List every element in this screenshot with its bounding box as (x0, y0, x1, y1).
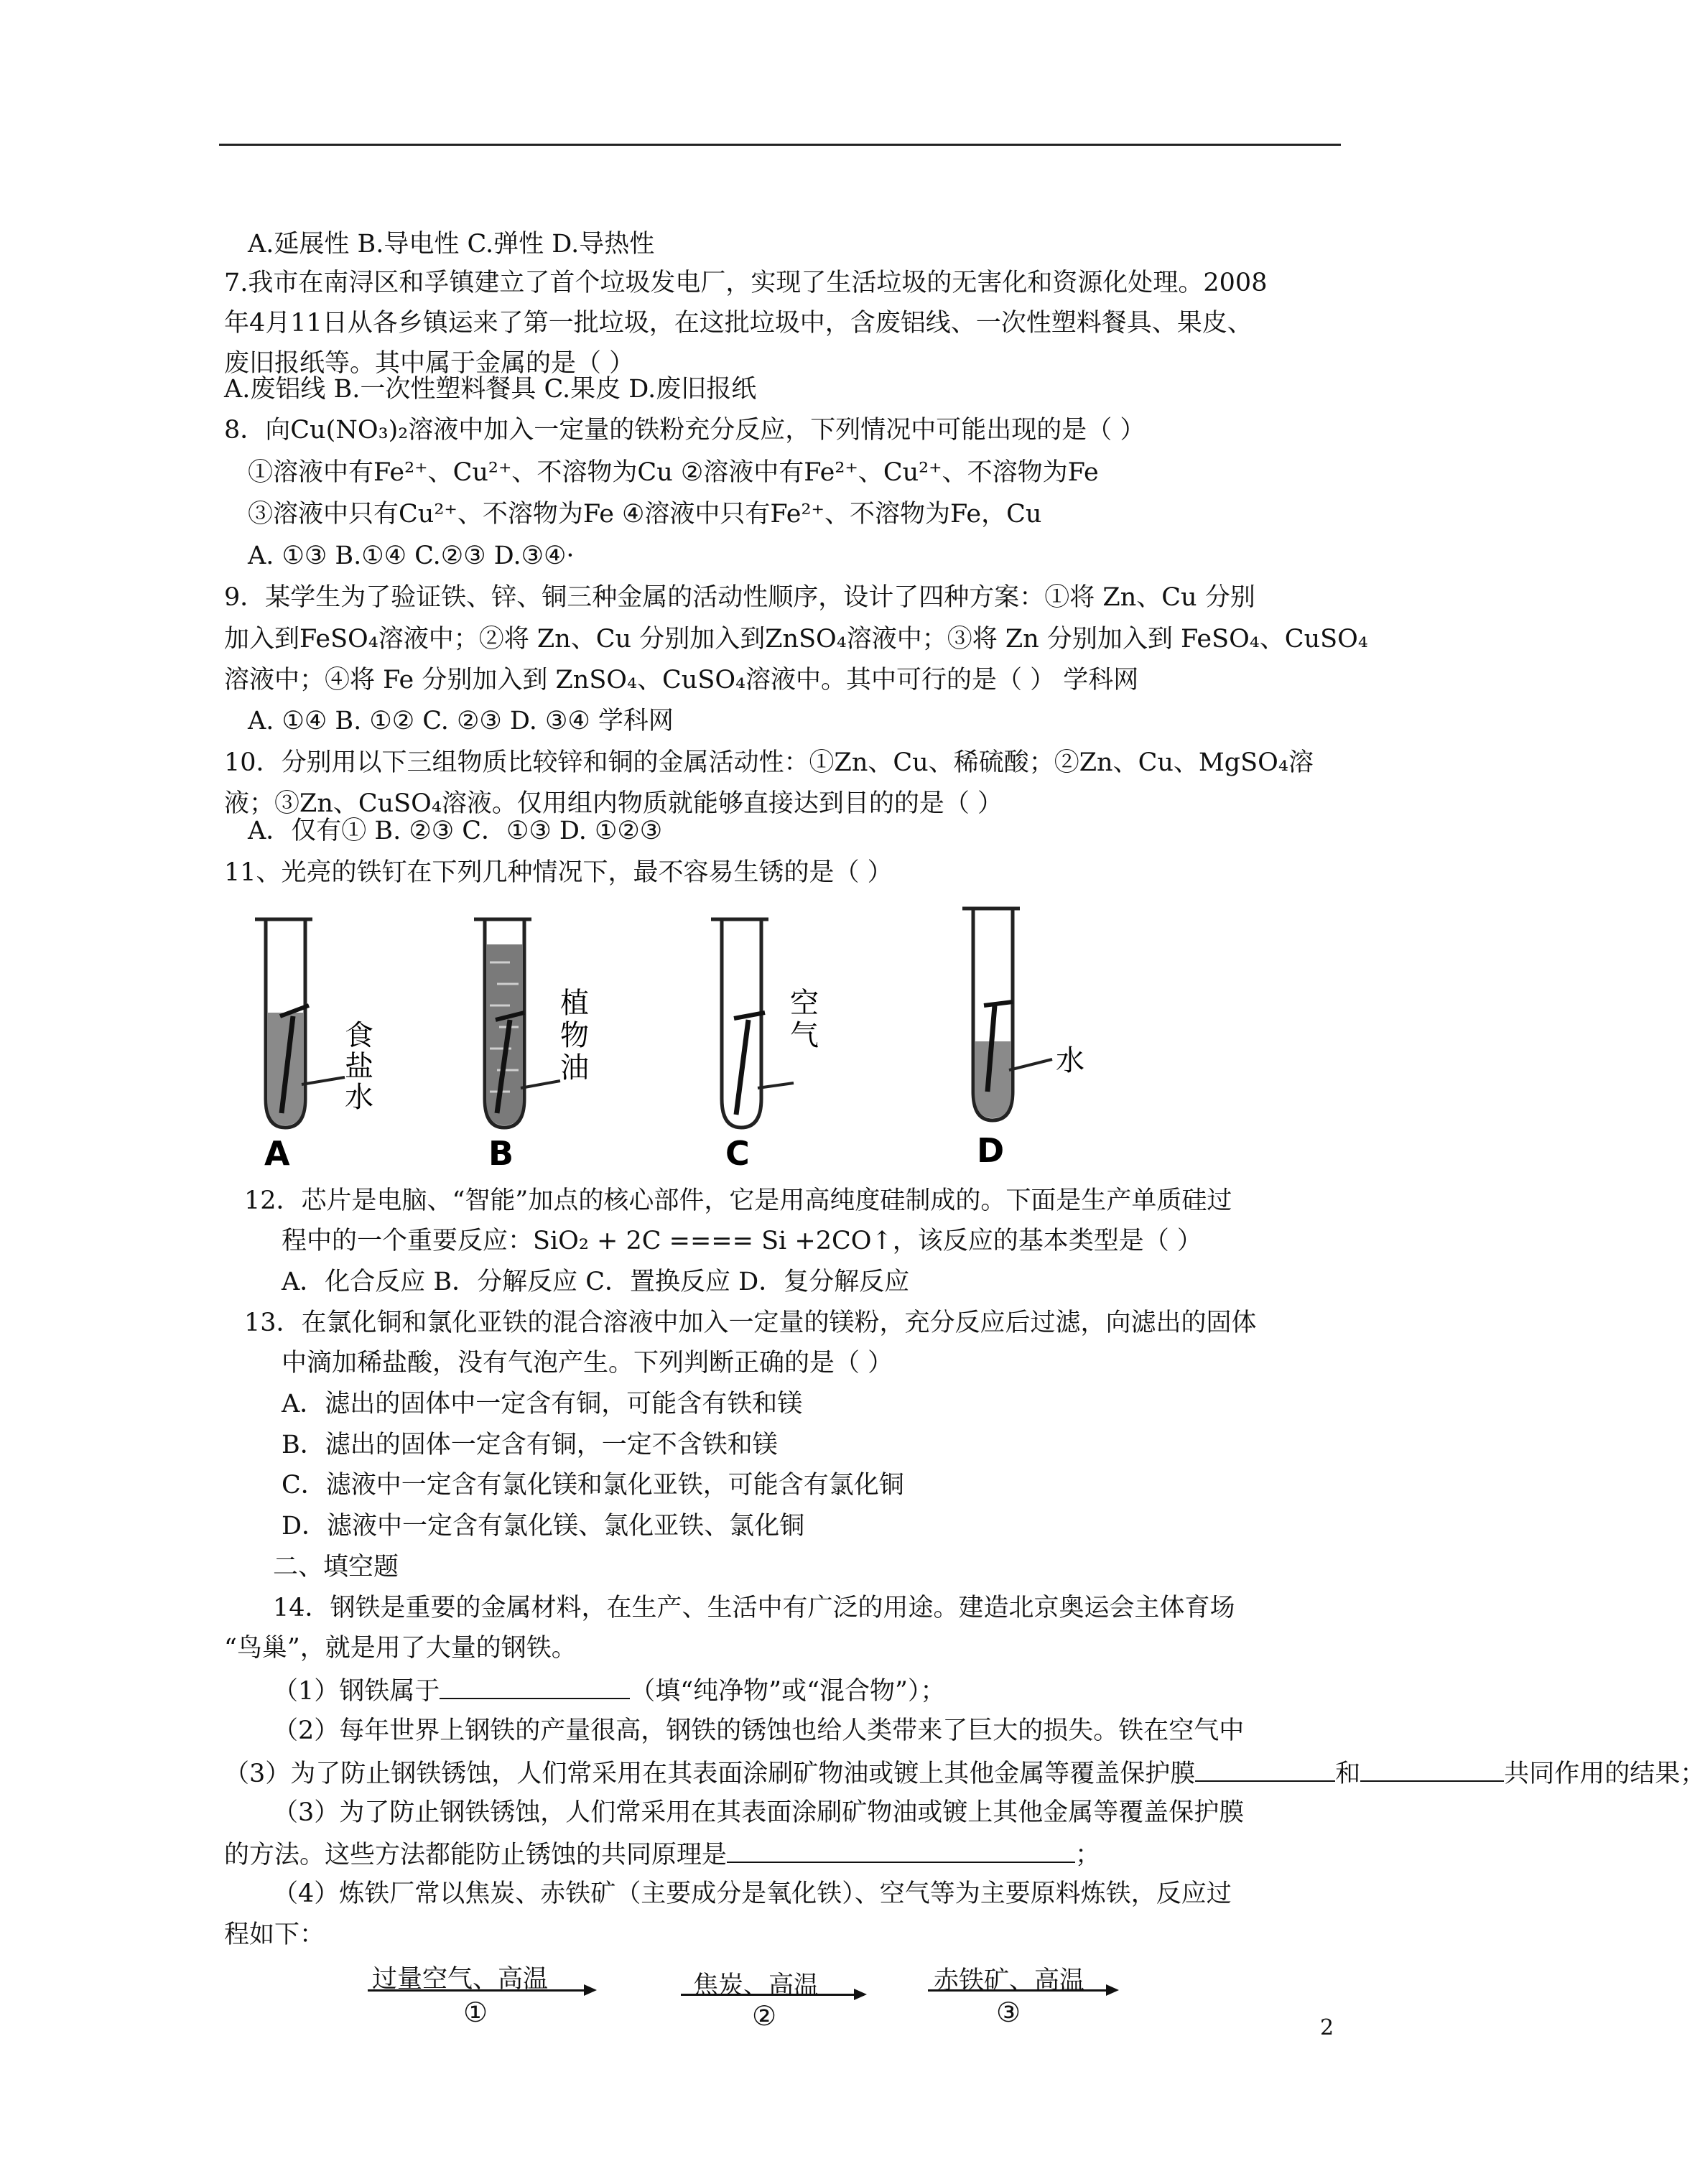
tube-d-label: 水 (1056, 1044, 1084, 1077)
q14-1-post: （填“纯净物”或“混合物”）； (630, 1677, 946, 1706)
text-line: 程中的一个重要反应：SiO₂ + 2C ==== Si +2CO↑，该反应的基本类型是（ ） (282, 1227, 1202, 1255)
text-line: 中滴加稀盐酸，没有气泡产生。下列判断正确的是（ ） (282, 1349, 893, 1377)
text-line: A. ①③ B.①④ C.②③ D.③④· (248, 542, 575, 570)
text-line: A．仅有① B. ②③ C．①③ D. ①②③ (248, 817, 663, 845)
q14-1 (273, 1673, 945, 1707)
text-line: 液；③Zn、CuSO₄溶液。仅用组内物质就能够直接达到目的的是（ ） (224, 789, 1003, 818)
text-line: A.废铝线 B.一次性塑料餐具 C.果皮 D.废旧报纸 (224, 375, 757, 404)
text-line: 8．向Cu(NO₃)₂溶液中加入一定量的铁粉充分反应，下列情况中可能出现的是（ ） (224, 416, 1146, 445)
q14-2-mid: 和 (1335, 1760, 1361, 1788)
text-line: 废旧报纸等。其中属于金属的是（ ） (224, 349, 635, 378)
text-line: 溶液中；④将 Fe 分别加入到 ZnSO₄、CuSO₄溶液中。其中可行的是（ ） 学科网 (224, 666, 1139, 694)
text-line: 14．钢铁是重要的金属材料，在生产、生活中有广泛的用途。建造北京奥运会主体育场 (273, 1594, 1235, 1622)
tube-a (255, 919, 373, 1173)
q14-2-pre: （3）为了防止钢铁锈蚀，人们常采用在其表面涂刷矿物油或镀上其他金属等覆盖保护膜 (224, 1760, 1196, 1788)
tube-a-letter: A (264, 1134, 290, 1173)
flow-step-2-label: 焦炭、高温 (693, 1971, 819, 2000)
header-rule (219, 144, 1341, 146)
q14-3-line2 (224, 1837, 1100, 1871)
text-line: “鸟巢”，就是用了大量的钢铁。 (224, 1634, 577, 1663)
text-line: （4）炼铁厂常以焦炭、赤铁矿（主要成分是氧化铁）、空气等为主要原料炼铁，反应过 (273, 1879, 1232, 1908)
text-line: ③溶液中只有Cu²⁺、不溶物为Fe ④溶液中只有Fe²⁺、不溶物为Fe，Cu (248, 500, 1042, 529)
flow-arrow-3 (928, 1989, 1116, 1992)
text-line: A．滤出的固体中一定含有铜，可能含有铁和镁 (282, 1390, 803, 1418)
q14-1-pre: （1）钢铁属于 (273, 1677, 440, 1706)
q14-2-line1: （2）每年世界上钢铁的产量很高，钢铁的锈蚀也给人类带来了巨大的损失。铁在空气中 (273, 1716, 1245, 1745)
text-line: A.延展性 B.导电性 C.弹性 D.导热性 (248, 230, 655, 259)
text-line: 年4月11日从各乡镇运来了第一批垃圾，在这批垃圾中，含废铝线、一次性塑料餐具、果皮、 (224, 309, 1253, 338)
tube-a-label-1: 食 (345, 1019, 373, 1052)
flow-step-3-number: ③ (996, 1997, 1021, 2028)
text-line: A．化合反应 B．分解反应 C．置换反应 D．复分解反应 (282, 1268, 910, 1296)
flow-arrow-1 (368, 1989, 594, 1992)
text-line: B．滤出的固体一定含有铜，一定不含铁和镁 (282, 1431, 778, 1459)
flow-step-1-label: 过量空气、高温 (372, 1965, 549, 1994)
tube-b-label-3: 油 (560, 1051, 589, 1084)
page-number: 2 (1320, 2015, 1334, 2040)
text-line: 9．某学生为了验证铁、锌、铜三种金属的活动性顺序，设计了四种方案：①将 Zn、Cu 分别 (224, 583, 1255, 612)
flow-arrow-2 (681, 1994, 864, 1996)
text-line: 二、填空题 (273, 1553, 399, 1581)
text-line: 7.我市在南浔区和孚镇建立了首个垃圾发电厂，实现了生活垃圾的无害化和资源化处理。2008 (224, 269, 1268, 297)
tube-c (711, 919, 819, 1173)
tube-a-label-3: 水 (345, 1081, 373, 1114)
text-line: 11、光亮的铁钉在下列几种情况下，最不容易生锈的是（ ） (224, 858, 893, 887)
tube-d-letter: D (977, 1131, 1005, 1170)
text-line: D．滤液中一定含有氯化镁、氯化亚铁、氯化铜 (282, 1512, 805, 1541)
answer-blank[interactable] (1195, 1756, 1335, 1782)
answer-blank[interactable] (440, 1673, 630, 1699)
flow-step-3-label: 赤铁矿、高温 (934, 1966, 1085, 1995)
tube-a-label-2: 盐 (345, 1050, 373, 1083)
tube-c-label-2: 气 (790, 1019, 819, 1052)
tube-b (474, 919, 589, 1173)
test-tube-figure (237, 905, 1171, 1171)
flow-step-2-number: ② (752, 2000, 777, 2032)
answer-blank[interactable] (727, 1837, 1075, 1863)
text-line: 13．在氯化铜和氯化亚铁的混合溶液中加入一定量的镁粉，充分反应后过滤，向滤出的固体 (244, 1309, 1257, 1337)
answer-blank[interactable] (1360, 1756, 1504, 1782)
q14-3-post: ； (1075, 1841, 1101, 1869)
tube-d (962, 909, 1084, 1170)
text-line: 12．芯片是电脑、“智能”加点的核心部件，它是用高纯度硅制成的。下面是生产单质硅过 (244, 1186, 1232, 1215)
tube-c-label-1: 空 (790, 987, 819, 1020)
tube-c-letter: C (725, 1134, 750, 1173)
text-line: （3）为了防止钢铁锈蚀，人们常采用在其表面涂刷矿物油或镀上其他金属等覆盖保护膜 (273, 1798, 1245, 1827)
tube-b-label-1: 植 (560, 987, 589, 1020)
text-line: C．滤液中一定含有氯化镁和氯化亚铁，可能含有氯化铜 (282, 1471, 904, 1500)
text-line: A. ①④ B. ①② C. ②③ D. ③④ 学科网 (248, 707, 674, 735)
text-line: 程如下： (224, 1920, 325, 1949)
tube-b-letter: B (488, 1134, 514, 1173)
text-line: 10．分别用以下三组物质比较锌和铜的金属活动性：①Zn、Cu、稀硫酸；②Zn、Cu、MgSO₄溶 (224, 748, 1314, 777)
text-line: 加入到FeSO₄溶液中；②将 Zn、Cu 分别加入到ZnSO₄溶液中；③将 Zn 分别加入到 FeSO₄、CuSO₄ (224, 625, 1368, 654)
flow-step-1-number: ① (463, 1997, 488, 2028)
q14-3-pre: 的方法。这些方法都能防止锈蚀的共同原理是 (224, 1841, 728, 1869)
q14-2-post: 共同作用的结果； (1504, 1760, 1705, 1788)
tube-b-label-2: 物 (560, 1019, 589, 1052)
text-line: ①溶液中有Fe²⁺、Cu²⁺、不溶物为Cu ②溶液中有Fe²⁺、Cu²⁺、不溶物为Fe (248, 458, 1099, 487)
q14-2-line2 (224, 1756, 1705, 1790)
